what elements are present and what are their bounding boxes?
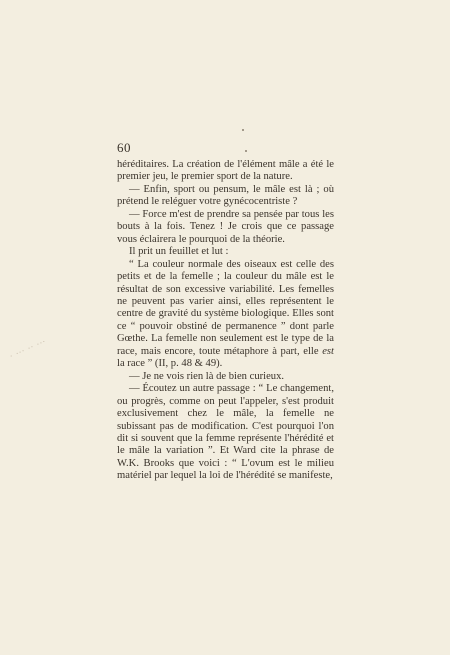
ink-speck <box>245 150 247 152</box>
ink-speck <box>242 129 244 131</box>
paragraph: — Je ne vois rien là de bien curieux. <box>129 370 285 382</box>
quoted-paragraph <box>117 259 334 371</box>
quote-text: “ La couleur normale des oiseaux est celle des petits et de la femelle ; la couleur du mâle est le résultat de son excessive variabilité. Les femelles ne peuvent pas varier ainsi, elles représentent le centre de gravité du système biologique. Elles sont ce “ pouvoir obstiné de permanence ” dont parle Gœthe. La femelle non seulement est le type de la race, mais encore, toute métaphore à part, elle <box>117 258 334 357</box>
paragraph: héréditaires. La création de l'élément mâle a été le premier jeu, le premier sport de la nature. <box>117 159 334 183</box>
emphasized-word: est <box>322 345 334 357</box>
faded-margin-annotation: · ··· ·· ··· <box>8 336 48 362</box>
page-number: 60 <box>117 140 131 155</box>
paragraph: — Force m'est de prendre sa pensée par tous les bouts à la fois. Tenez ! Je crois que ce passage vous éclairera le pourquoi de la théorie. <box>117 208 334 245</box>
paragraph: — Enfin, sport ou pensum, le mâle est là ; où prétend le reléguer votre gynécocentriste ? <box>117 183 334 208</box>
body-text <box>117 159 334 483</box>
citation: la race ” (II, p. 48 & 49). <box>117 358 223 370</box>
paragraph: Il prit un feuillet et lut : <box>129 246 229 258</box>
paragraph: — Écoutez un autre passage : “ Le changement, ou progrès, comme on peut l'appeler, s'est produit exclusivement chez le mâle, la femelle ne subissant pas de modification. C'est pourquoi l'on dit si souvent que la femme représente l'hérédité et le mâle la variation ”. Et Ward cite la phrase de W.K. Brooks que voici : “ L'ovum est le milieu matériel par lequel la loi de l'hérédité se manifeste, <box>117 383 334 482</box>
